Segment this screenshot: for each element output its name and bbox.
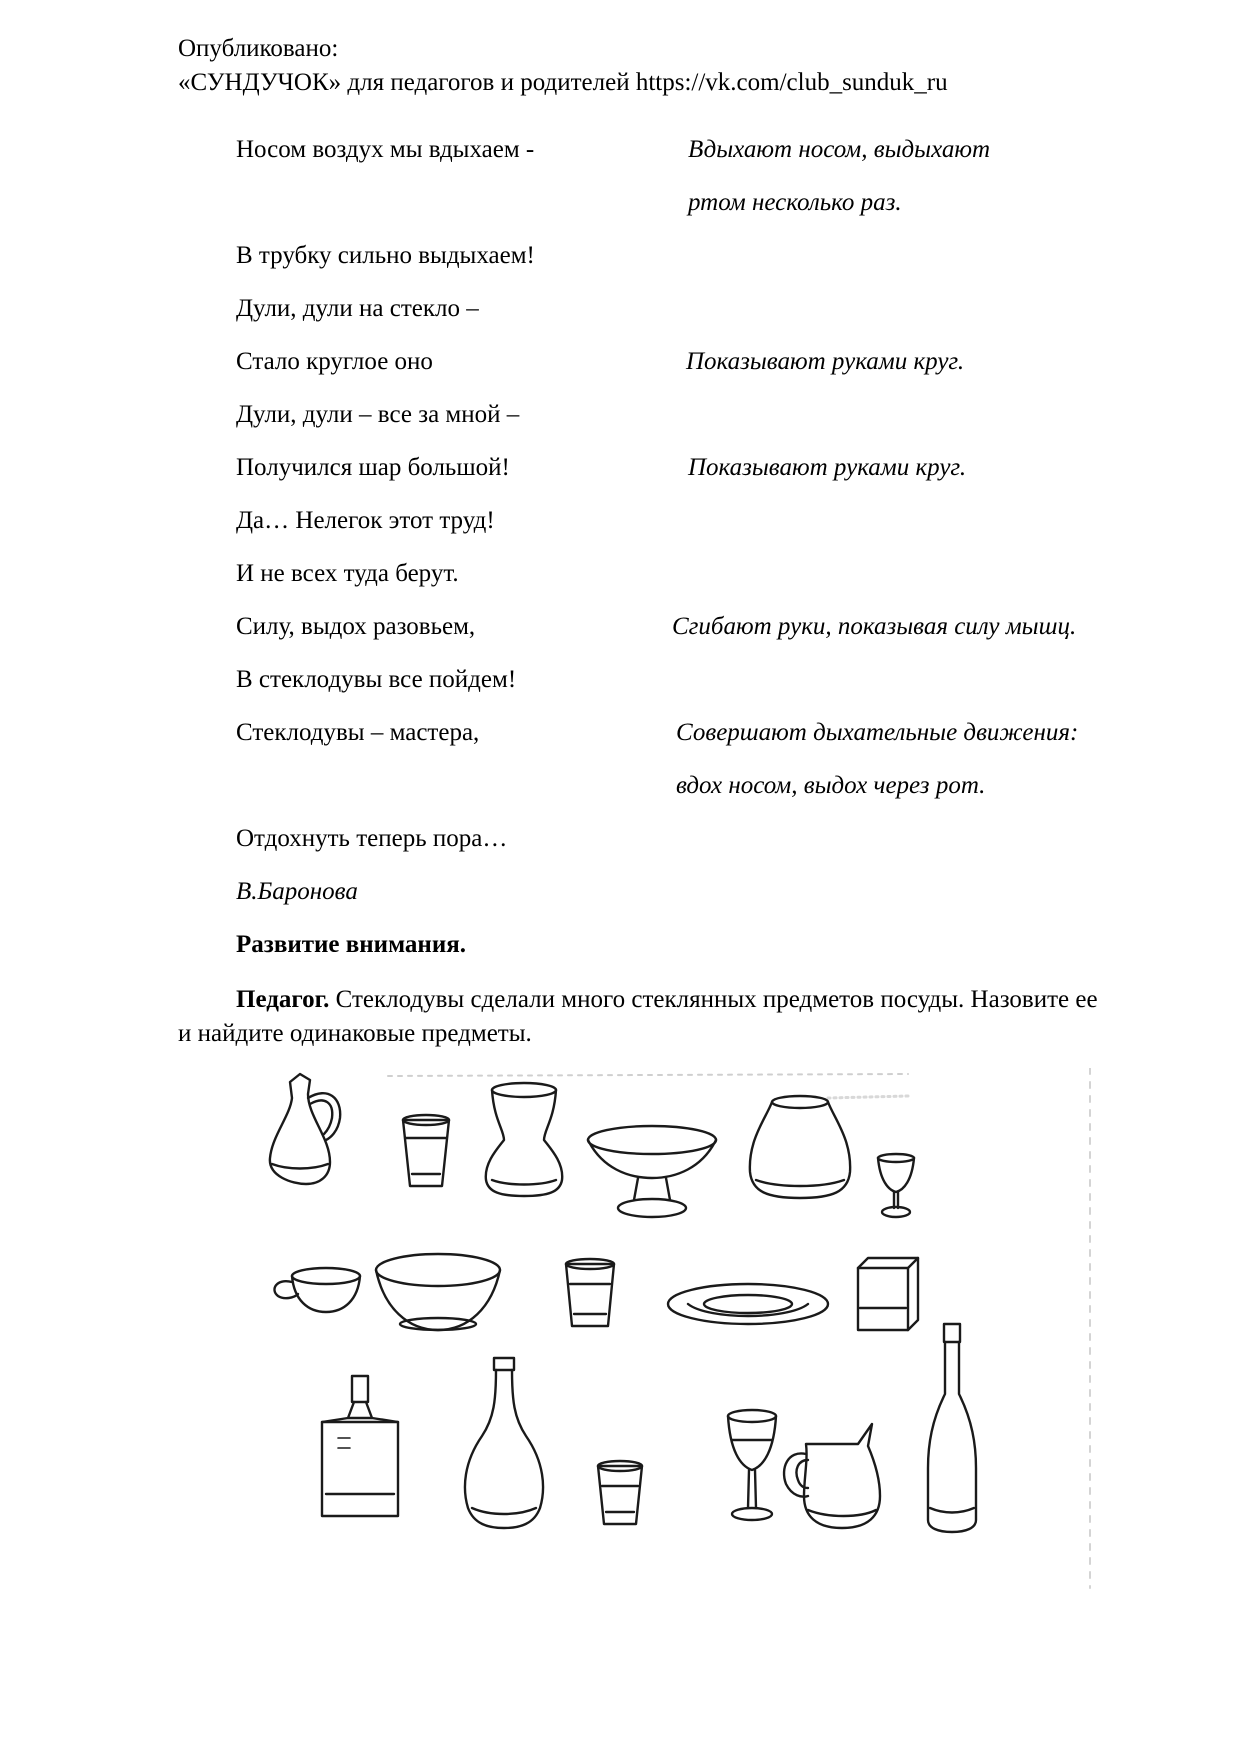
shot-glass-icon: [598, 1461, 642, 1524]
poem-line: Дули, дули на стекло –: [236, 295, 479, 322]
bottle-icon: [928, 1324, 976, 1532]
fruit-bowl-icon: [588, 1126, 716, 1217]
task-text: Стеклодувы сделали много стеклянных предметов посуды. Назовите ее и найдите одинаковые предметы.: [178, 986, 1098, 1047]
poem-line: Да… Нелегок этот труд!: [236, 507, 495, 534]
vase-icon: [486, 1083, 562, 1196]
cup-icon: [274, 1268, 360, 1312]
poem-line: Дули, дули – все за мной –: [236, 401, 520, 428]
jug-icon: [270, 1074, 340, 1184]
task-paragraph: [178, 983, 1108, 1051]
poem-line: Получился шар большой!: [236, 454, 510, 481]
glassware-illustration: [268, 1068, 1098, 1608]
poem-note: Совершают дыхательные движения:: [676, 719, 1079, 746]
poem-author: В.Баронова: [236, 878, 358, 905]
poem-note: Вдыхают носом, выдыхают: [688, 136, 991, 163]
vase-icon: [750, 1096, 850, 1198]
shot-glass-icon: [403, 1115, 449, 1186]
section-heading: Развитие внимания.: [236, 931, 467, 958]
poem-line: Силу, выдох разовьем,: [236, 613, 476, 640]
poem-line: Отдохнуть теперь пора…: [236, 825, 508, 852]
poem-note: Показывают руками круг.: [688, 454, 967, 481]
speaker-label: Педагог.: [236, 986, 330, 1013]
shot-glass-icon: [566, 1259, 614, 1326]
poem-line: И не всех туда берут.: [236, 560, 459, 587]
poem-line: В стеклодувы все пойдем!: [236, 666, 517, 693]
poem-note: Показывают руками круг.: [686, 348, 965, 375]
published-label: Опубликовано:: [178, 35, 339, 62]
square-bottle-icon: [322, 1376, 398, 1516]
plate-icon: [668, 1284, 828, 1324]
wine-glass-icon: [728, 1410, 776, 1520]
poem-note: вдох носом, выдох через рот.: [676, 772, 986, 799]
bowl-icon: [376, 1254, 500, 1330]
source-line: «СУНДУЧОК» для педагогов и родителей https://vk.com/club_sunduk_ru: [178, 69, 948, 96]
bottle-icon: [465, 1358, 543, 1528]
wine-glass-icon: [878, 1154, 914, 1217]
poem-note: ртом несколько раз.: [688, 189, 902, 216]
jug-icon: [784, 1424, 880, 1528]
poem-line: Стало круглое оно: [236, 348, 433, 375]
poem-line: В трубку сильно выдыхаем!: [236, 242, 535, 269]
square-glass-icon: [858, 1258, 918, 1330]
poem-note: Сгибают руки, показывая силу мышц.: [672, 613, 1077, 640]
poem-line: Носом воздух мы вдыхаем -: [236, 136, 535, 163]
poem-line: Стеклодувы – мастера,: [236, 719, 480, 746]
